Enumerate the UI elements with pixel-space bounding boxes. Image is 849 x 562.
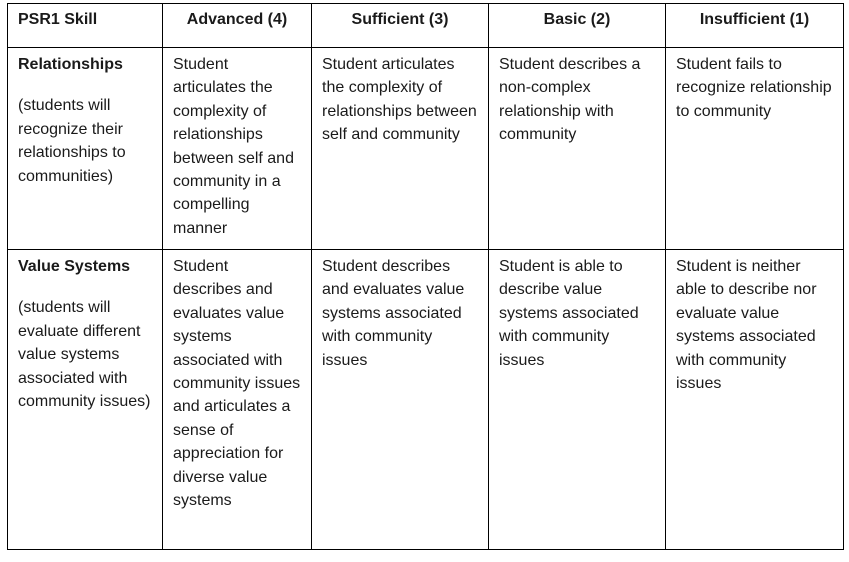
basic-cell: Student describes a non-complex relationship with community [489,48,666,250]
table-row-value-systems [8,250,844,550]
sufficient-cell: Student articulates the complexity of relationships between self and community [312,48,489,250]
sufficient-cell: Student describes and evaluates value systems associated with community issues [312,250,489,550]
insufficient-cell: Student fails to recognize relationship to community [666,48,844,250]
skill-cell [8,48,163,250]
skill-name: Relationships [18,56,123,73]
skill-description: (students will evaluate different value systems associated with community issues) [18,299,151,411]
advanced-cell: Student articulates the complexity of relationships between self and community in a compelling manner [163,48,312,250]
header-skill: PSR1 Skill [8,4,163,48]
header-basic: Basic (2) [489,4,666,48]
skill-cell [8,250,163,550]
skill-description: (students will recognize their relationships to communities) [18,97,126,185]
header-sufficient: Sufficient (3) [312,4,489,48]
header-advanced: Advanced (4) [163,4,312,48]
table-row-relationships [8,48,844,250]
header-insufficient: Insufficient (1) [666,4,844,48]
rubric-table [7,3,844,550]
advanced-cell: Student describes and evaluates value systems associated with community issues and articulates a sense of appreciation for diverse value systems [163,250,312,550]
header-row [8,4,844,48]
insufficient-cell: Student is neither able to describe nor evaluate value systems associated with community issues [666,250,844,550]
skill-name: Value Systems [18,258,131,275]
basic-cell: Student is able to describe value systems associated with community issues [489,250,666,550]
